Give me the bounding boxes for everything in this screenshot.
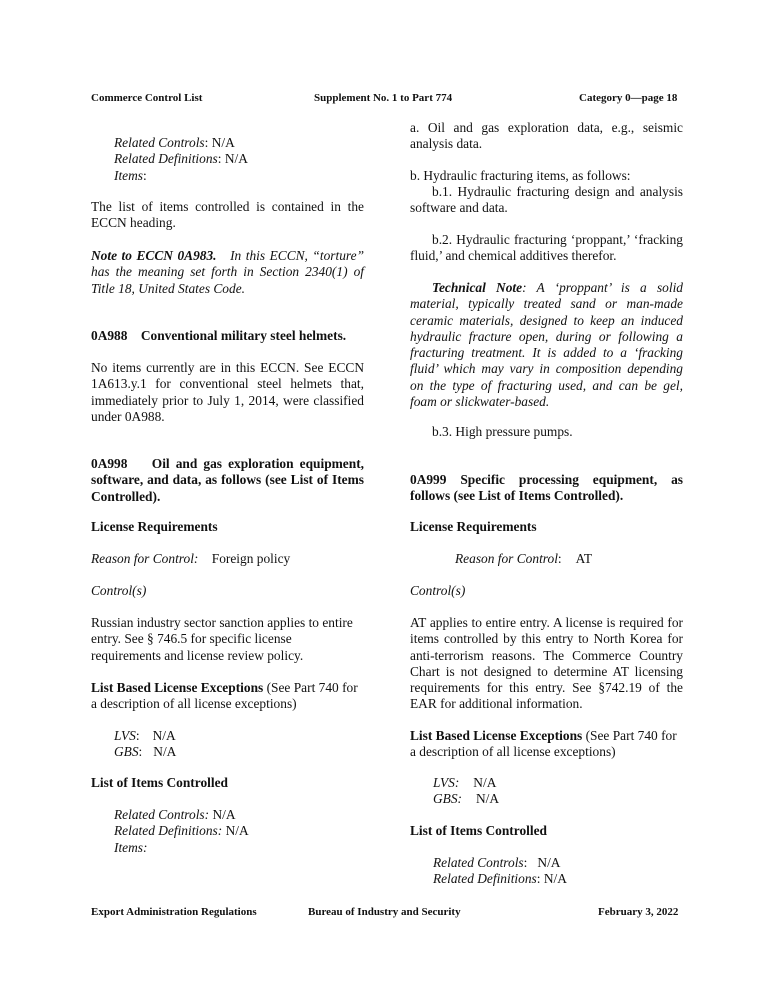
reason-value: AT [575,551,593,566]
related-definitions-label: Related Definitions [114,151,218,167]
gbs-value: N/A [153,744,177,760]
item-b2: b.2. Hydraulic fracturing ‘proppant,’ ‘fracking fluid,’ and chemical additives therefor. [410,232,683,264]
related-controls-label: Related Controls: [114,807,210,822]
items-label: Items [114,167,144,183]
note-label: Note to ECCN 0A983. [91,248,217,263]
eccn-0a998-controls-text [91,615,364,664]
eccn-0a999-heading [410,472,683,505]
item-b1: b.1. Hydraulic fracturing design and analysis software and data. [410,184,683,216]
items-colon: : [143,167,147,183]
header-left: Commerce Control List [91,92,203,104]
eccn-0a988-text: No items currently are in this ECCN. See ECCN 1A613.y.1 for conventional steel helmets that, immediately prior to July 1, 2014, were classified under 0A988. [91,360,364,424]
lvs-value: N/A [473,775,497,790]
eccn-0a988-title: Conventional military steel helmets. [140,328,347,343]
related-definitions-value: N/A [222,823,249,839]
related-list-top [91,135,387,184]
eccn-0a998-items-controlled: List of Items Controlled [91,775,228,790]
eccn-0a999-title: Specific processing equipment, as follows (see List of Items Controlled). [410,472,683,504]
exceptions-label: List Based License Exceptions [410,728,583,743]
related-definitions-value: : N/A [536,871,567,887]
reason-label: Reason for Control: [91,551,199,566]
eccn-0a999-controls-text: AT applies to entire entry. A license is required for items controlled by this entry to North Korea for anti-terrorism reasons. The Commerce Country Chart is not designed to determine AT licensing requirements for this entry. See §742.19 of the EAR for additional information. [410,615,683,712]
item-b3: b.3. High pressure pumps. [432,424,573,439]
item-b: b. Hydraulic fracturing items, as follows: [410,168,631,183]
gbs-value: N/A [476,791,500,807]
controls-text-line: requirements and license review policy. [91,647,304,663]
lvs-colon: : [135,728,140,743]
exceptions-text: (See Part 740 for a description of all license exceptions) [410,728,677,760]
eccn-0a999-exceptions [410,728,683,761]
related-controls-label: Related Controls [433,855,524,870]
eccn-0a999-exception-list [410,775,706,808]
eccn-0a999-license-requirements: License Requirements [410,519,537,534]
eccn-0a998-exception-list [91,728,387,761]
technical-note-colon: : [522,280,527,295]
exceptions-label: List Based License Exceptions [91,680,264,695]
eccn-0a998-title: Oil and gas exploration equipment, software, and data, as follows (see List of Items Controlled). [91,456,365,504]
eccn-0a998-license-requirements: License Requirements [91,519,218,534]
technical-note-label: Technical Note [432,280,523,295]
related-definitions-value: : N/A [217,151,248,167]
items-label: Items: [114,839,148,855]
eccn-0a999-number: 0A999 [410,472,447,487]
footer-left: Export Administration Regulations [91,906,257,918]
eccn-0a998-heading [91,456,364,505]
item-a: a. Oil and gas exploration data, e.g., seismic analysis data. [410,120,683,152]
eccn-0a998-related-list [91,807,387,856]
eccn-0a999-items-controlled: List of Items Controlled [410,823,547,838]
eccn-0a999-reason [410,551,683,567]
list-text: The list of items controlled is contained in the ECCN heading. [91,199,364,231]
controls-text-line: Russian industry sector sanction applies to entire [91,615,353,630]
reason-colon: : [557,551,562,566]
technical-note [410,280,683,410]
controls-text-line: entry. See § 746.5 for specific license [91,631,292,647]
eccn-0a999-controls-label: Control(s) [410,583,466,598]
eccn-0a998-controls-label: Control(s) [91,583,147,598]
eccn-0a998-reason [91,551,364,567]
related-controls-label: Related Controls [114,135,205,150]
gbs-colon: : [138,744,143,760]
lvs-value: N/A [152,728,176,743]
lvs-label: LVS [114,728,136,743]
lvs-label: LVS: [433,775,460,790]
eccn-0a988-number: 0A988 [91,328,128,343]
header-right: Category 0—page 18 [579,92,678,104]
related-controls-value: N/A [209,807,236,822]
footer-center: Bureau of Industry and Security [308,906,461,918]
note-eccn-0a983 [91,248,364,297]
technical-note-text: A ‘proppant’ is a solid material, typically treated sand or man-made ceramic materials, designed to keep an induced hydraulic fracture open, during or following a fracturing treatment. It is added to a ‘fracking fluid’ which may vary in composition depending on the type of fracturing used, and can be gel, foam or slickwater-based. [410,280,683,410]
header-center: Supplement No. 1 to Part 774 [314,92,453,104]
eccn-0a988-heading [91,328,364,344]
related-controls-value: : N/A [204,135,235,150]
related-definitions-label: Related Definitions [433,871,537,887]
related-definitions-label: Related Definitions: [114,823,223,839]
footer-right: February 3, 2022 [598,906,679,918]
note-text: In this ECCN, “torture” has the meaning set forth in Section 2340(1) of Title 18, United States Code. [91,248,365,296]
eccn-0a999-related-list [410,855,706,888]
reason-value: Foreign policy [211,551,291,566]
gbs-label: GBS [114,744,139,760]
related-controls-value: : N/A [523,855,561,870]
gbs-label: GBS: [433,791,463,807]
eccn-0a998-number: 0A998 [91,456,128,471]
reason-label: Reason for Control [455,551,558,566]
exceptions-text: (See Part 740 for a description of all license exceptions) [91,680,358,712]
eccn-0a998-exceptions [91,680,364,713]
